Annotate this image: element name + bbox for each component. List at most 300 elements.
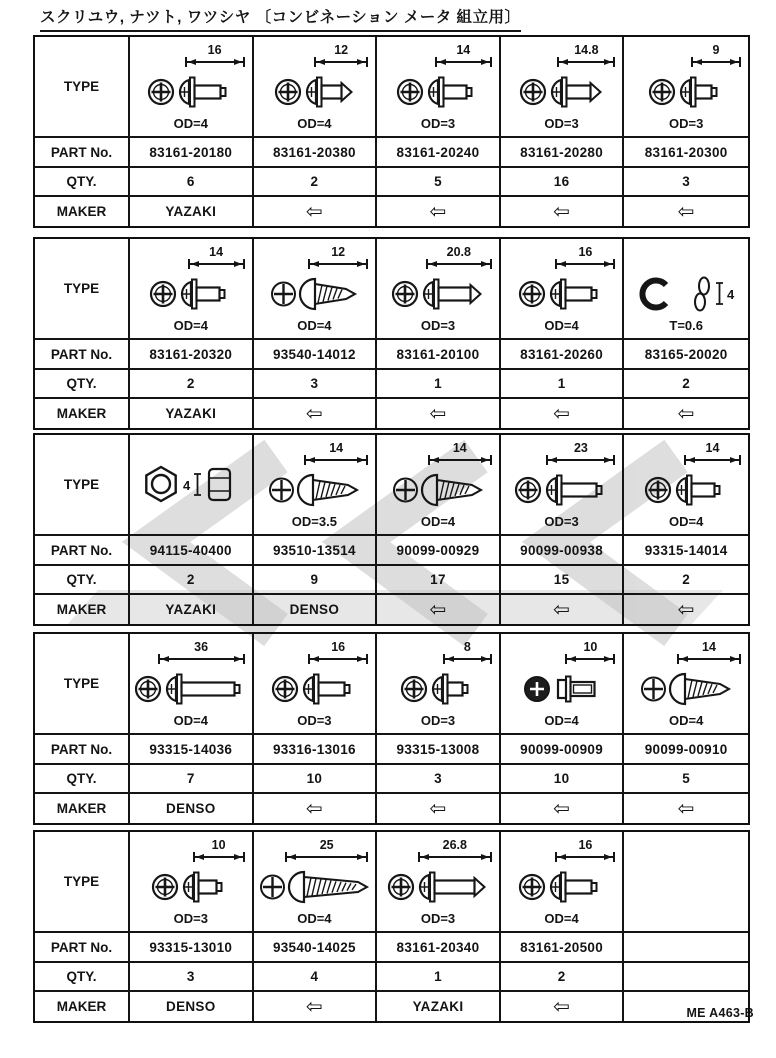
part-value: 83161-20100: [396, 346, 480, 362]
dimension-arrow-line: [684, 455, 741, 465]
row-label-text: QTY.: [66, 771, 97, 786]
dimension-arrow-line: [188, 259, 245, 269]
ditto-arrow-icon: ⇦: [429, 200, 447, 223]
arrowhead-left: [549, 457, 557, 463]
row-label-text: TYPE: [63, 281, 100, 296]
arrowhead-right: [357, 457, 365, 463]
arrowhead-left: [288, 854, 296, 860]
qty-value: 9: [310, 572, 319, 587]
row-label-text: QTY.: [66, 376, 97, 391]
arrowhead-right: [730, 59, 738, 65]
part-cell: [130, 536, 254, 566]
dimension-arrow-line: [158, 654, 245, 664]
part-value: 94115-40400: [149, 542, 232, 558]
dimension-value: 10: [583, 640, 598, 654]
dimension-arrow-line: [418, 852, 492, 862]
maker-cell: [130, 595, 254, 624]
ditto-arrow-icon: ⇦: [429, 797, 447, 820]
maker-cell: [254, 595, 378, 624]
qty-value: 3: [310, 376, 319, 391]
pointed-screw-icon: [518, 69, 605, 115]
machine-screw-icon: [647, 69, 726, 115]
qty-cell: [254, 168, 378, 197]
row-label-text: PART No.: [50, 144, 113, 160]
row-label-text: PART No.: [50, 346, 113, 362]
type-cell: [377, 634, 501, 735]
arrowhead-right: [730, 457, 738, 463]
qty-value: 4: [310, 969, 319, 984]
qty-value: 15: [553, 572, 570, 587]
part-value: 83161-20260: [520, 346, 604, 362]
dimension-value: 14: [705, 441, 720, 455]
row-label-text: MAKER: [56, 204, 107, 219]
qty-value: 2: [186, 376, 195, 391]
od-label: OD=4: [297, 318, 332, 333]
machine-screw-icon: [517, 271, 606, 317]
part-cell: [254, 138, 378, 168]
od-label: OD=4: [544, 911, 579, 926]
row-label: [35, 933, 130, 963]
od-label: T=0.6: [669, 318, 703, 333]
part-cell: [130, 138, 254, 168]
part-value: 93315-13010: [149, 939, 233, 955]
part-value: 93540-14025: [272, 939, 356, 955]
dimension-arrow-line: [677, 654, 741, 664]
part-cell: [377, 735, 501, 765]
od-label: OD=3.5: [291, 514, 337, 529]
od-label: OD=4: [669, 514, 704, 529]
dimension-arrow-line: [193, 852, 245, 862]
type-cell: [624, 239, 748, 340]
row-label-text: MAKER: [56, 406, 107, 421]
arrowhead-right: [234, 854, 242, 860]
dimension-value: 16: [331, 640, 346, 654]
arrowhead-left: [687, 457, 695, 463]
qty-value: 3: [186, 969, 195, 984]
dimension-arrow-line: [304, 455, 368, 465]
row-label: [35, 399, 130, 428]
part-cell: [254, 735, 378, 765]
row-label-text: TYPE: [63, 676, 100, 691]
od-label: OD=3: [297, 713, 332, 728]
maker-cell: [624, 992, 748, 1021]
qty-cell: [501, 765, 625, 794]
qty-value: 10: [553, 771, 570, 786]
qty-value: 2: [682, 376, 691, 391]
part-cell: [377, 340, 501, 370]
qty-cell: [624, 566, 748, 595]
ditto-arrow-icon: ⇦: [429, 402, 447, 425]
qty-cell: [130, 765, 254, 794]
drawing-code: ME A463-B: [686, 1006, 754, 1020]
dimension-arrow-line: [555, 852, 615, 862]
parts-table: [33, 632, 750, 825]
part-value: 90099-00909: [520, 741, 604, 757]
arrowhead-left: [446, 656, 454, 662]
od-label: OD=4: [173, 116, 208, 131]
dimension-arrow-line: [285, 852, 368, 862]
row-label: [35, 536, 130, 566]
part-cell: [254, 536, 378, 566]
dimension-callout: [437, 43, 490, 67]
ditto-arrow-icon: ⇦: [553, 402, 571, 425]
qty-value: 3: [682, 174, 691, 189]
arrowhead-right: [481, 854, 489, 860]
dimension-callout: [557, 838, 613, 862]
dimension-value: 14: [456, 43, 471, 57]
dimension-callout: [557, 245, 613, 269]
arrowhead-left: [429, 261, 437, 267]
type-cell: [377, 37, 501, 138]
part-value: 90099-00910: [644, 741, 728, 757]
od-label: OD=3: [173, 911, 208, 926]
qty-value: 3: [434, 771, 442, 786]
part-value: 83161-20320: [149, 346, 233, 362]
type-cell: [254, 37, 378, 138]
part-value: 93510-13514: [272, 542, 356, 558]
type-cell: [624, 634, 748, 735]
row-label-text: MAKER: [56, 602, 107, 617]
dimension-arrow-line: [314, 57, 368, 67]
part-cell: [624, 735, 748, 765]
row-label-text: QTY.: [66, 969, 97, 984]
arrowhead-right: [604, 854, 612, 860]
dimension-callout: [310, 640, 366, 664]
od-label: OD=4: [297, 116, 332, 131]
arrowhead-left: [421, 854, 429, 860]
qty-cell: [624, 168, 748, 197]
dimension-callout: [430, 441, 490, 465]
part-cell: [501, 138, 625, 168]
qty-cell: [377, 370, 501, 399]
arrowhead-right: [357, 261, 365, 267]
maker-cell: [501, 197, 625, 226]
qty-cell: [377, 765, 501, 794]
type-cell: [624, 435, 748, 536]
dimension-arrow-line: [308, 654, 368, 664]
dimension-callout: [693, 43, 739, 67]
row-label-text: PART No.: [50, 939, 113, 955]
hex-bolt-icon: [522, 666, 602, 712]
type-cell: [501, 435, 625, 536]
qty-cell: [377, 963, 501, 992]
ditto-arrow-icon: ⇦: [553, 598, 571, 621]
arrowhead-left: [317, 59, 325, 65]
dimension-value: 10: [211, 838, 226, 852]
ditto-arrow-icon: ⇦: [677, 797, 695, 820]
row-label-text: PART No.: [50, 741, 113, 757]
maker-cell: [377, 197, 501, 226]
type-cell: [501, 239, 625, 340]
tapping-screw-icon: [639, 666, 733, 712]
dimension-arrow-line: [691, 57, 741, 67]
dimension-callout: [310, 245, 366, 269]
maker-cell: [254, 794, 378, 823]
dimension-callout: [445, 640, 490, 664]
qty-value: 2: [682, 572, 691, 587]
machine-screw-icon: [399, 666, 477, 712]
dimension-value: 14: [452, 441, 467, 455]
ditto-arrow-icon: ⇦: [677, 402, 695, 425]
tapping-screw-icon: [269, 271, 359, 317]
dimension-callout: [187, 43, 243, 67]
dimension-callout: [567, 640, 613, 664]
dimension-callout: [420, 838, 490, 862]
part-cell: [624, 933, 748, 963]
part-value: 83161-20380: [272, 144, 356, 160]
maker-cell: [377, 992, 501, 1021]
row-label: [35, 197, 130, 226]
maker-cell: [254, 992, 378, 1021]
dimension-arrow-line: [546, 455, 615, 465]
arrowhead-left: [188, 59, 196, 65]
part-value: 93540-14012: [272, 346, 356, 362]
row-label-text: MAKER: [56, 999, 107, 1014]
od-label: OD=4: [420, 514, 456, 529]
dimension-callout: [287, 838, 366, 862]
arrowhead-right: [357, 656, 365, 662]
qty-value: 10: [306, 771, 323, 786]
dimension-value: 8: [463, 640, 471, 654]
machine-screw-icon: [150, 864, 231, 910]
row-label: [35, 168, 130, 197]
type-cell: [377, 435, 501, 536]
qty-cell: [624, 765, 748, 794]
maker-cell: [501, 794, 625, 823]
row-label-text: PART No.: [50, 542, 113, 558]
part-cell: [377, 933, 501, 963]
qty-cell: [130, 566, 254, 595]
machine-screw-icon: [133, 666, 249, 712]
dimension-callout: [190, 245, 243, 269]
maker-cell: [254, 399, 378, 428]
dimension-callout: [679, 640, 739, 664]
parts-table: [33, 830, 750, 1023]
arrowhead-right: [234, 261, 242, 267]
type-cell: [501, 832, 625, 933]
row-label: [35, 595, 130, 624]
tapping-screw-icon: [267, 467, 361, 513]
od-label: OD=3: [420, 911, 456, 926]
dimension-value: 23: [573, 441, 588, 455]
part-value: 90099-00929: [396, 542, 480, 558]
od-label: OD=3: [420, 318, 456, 333]
dimension-value: 16: [578, 838, 593, 852]
qty-cell: [254, 566, 378, 595]
arrowhead-left: [311, 656, 319, 662]
ditto-arrow-icon: ⇦: [677, 598, 695, 621]
hex-nut-icon: [137, 462, 245, 508]
qty-value: 7: [186, 771, 195, 786]
maker-name: DENSO: [166, 801, 216, 816]
row-label: [35, 340, 130, 370]
dimension-callout: [428, 245, 490, 269]
dimension-callout: [195, 838, 243, 862]
machine-screw-icon: [146, 69, 235, 115]
arrowhead-left: [191, 261, 199, 267]
qty-value: 5: [434, 174, 442, 189]
row-label: [35, 992, 130, 1021]
parts-table: [33, 237, 750, 430]
type-cell: [130, 832, 254, 933]
dimension-arrow-line: [565, 654, 615, 664]
parts-table: [33, 433, 750, 626]
arrowhead-left: [694, 59, 702, 65]
qty-cell: [624, 963, 748, 992]
arrowhead-left: [196, 854, 204, 860]
part-value: 83161-20280: [520, 144, 604, 160]
od-label: OD=4: [297, 911, 332, 926]
part-cell: [254, 340, 378, 370]
qty-cell: [501, 566, 625, 595]
maker-cell: [624, 197, 748, 226]
part-value: 90099-00938: [520, 542, 604, 558]
machine-screw-icon: [643, 467, 729, 513]
od-label: OD=3: [420, 713, 456, 728]
qty-cell: [501, 168, 625, 197]
pointed-screw-icon: [390, 271, 485, 317]
part-cell: [624, 340, 748, 370]
ditto-arrow-icon: ⇦: [305, 797, 323, 820]
maker-cell: [501, 399, 625, 428]
row-label: [35, 435, 130, 536]
part-cell: [501, 536, 625, 566]
maker-cell: [624, 794, 748, 823]
row-label-text: QTY.: [66, 174, 97, 189]
row-label: [35, 370, 130, 399]
maker-name: YAZAKI: [412, 999, 464, 1014]
arrowhead-left: [680, 656, 688, 662]
dimension-value: 14: [702, 640, 716, 654]
dimension-arrow-line: [443, 654, 492, 664]
ditto-arrow-icon: ⇦: [553, 995, 571, 1018]
type-cell: [624, 37, 748, 138]
dimension-callout: [316, 43, 366, 67]
dimension-callout: [548, 441, 613, 465]
dimension-callout: [160, 640, 243, 664]
dimension-value: 9: [712, 43, 720, 57]
dimension-value: 14.8: [574, 43, 599, 57]
arrowhead-left: [438, 59, 446, 65]
qty-cell: [130, 963, 254, 992]
arrowhead-left: [161, 656, 169, 662]
dimension-value: 26.8: [442, 838, 467, 852]
qty-cell: [254, 765, 378, 794]
dimension-arrow-line: [426, 259, 492, 269]
arrowhead-right: [357, 854, 365, 860]
dimension-value: 14: [329, 441, 344, 455]
arrowhead-right: [481, 261, 489, 267]
row-label: [35, 138, 130, 168]
type-cell: [501, 37, 625, 138]
row-label-text: QTY.: [66, 572, 97, 587]
arrowhead-left: [558, 261, 566, 267]
part-cell: [130, 933, 254, 963]
row-label: [35, 794, 130, 823]
qty-value: 5: [682, 771, 691, 786]
dimension-value: 12: [334, 43, 349, 57]
part-value: 83161-20500: [520, 939, 604, 955]
od-label: OD=4: [669, 713, 704, 728]
od-label: OD=3: [669, 116, 704, 131]
dimension-arrow-line: [555, 259, 615, 269]
maker-name: DENSO: [166, 999, 216, 1014]
ditto-arrow-icon: ⇦: [677, 200, 695, 223]
od-label: OD=3: [544, 514, 579, 529]
part-cell: [130, 340, 254, 370]
maker-name: YAZAKI: [165, 602, 217, 617]
row-label: [35, 735, 130, 765]
part-value: 93315-13008: [396, 741, 480, 757]
tapping-screw-icon: [258, 864, 371, 910]
part-value: 93315-14014: [644, 542, 728, 558]
od-label: OD=4: [544, 318, 579, 333]
part-cell: [377, 536, 501, 566]
dimension-value: 12: [331, 245, 346, 259]
ditto-arrow-icon: ⇦: [305, 995, 323, 1018]
maker-cell: [377, 794, 501, 823]
arrowhead-right: [604, 261, 612, 267]
arrowhead-right: [234, 59, 242, 65]
machine-screw-icon: [517, 864, 606, 910]
row-label-text: TYPE: [63, 79, 100, 94]
arrowhead-left: [558, 854, 566, 860]
dimension-value: 20.8: [446, 245, 471, 259]
spring-washer-icon: [634, 271, 738, 317]
part-value: 83161-20180: [149, 144, 233, 160]
qty-value: 6: [186, 174, 195, 189]
dimension-value: 36: [194, 640, 209, 654]
dimension-callout: [686, 441, 739, 465]
part-cell: [377, 138, 501, 168]
maker-cell: [624, 399, 748, 428]
arrowhead-left: [311, 261, 319, 267]
type-cell: [130, 634, 254, 735]
maker-name: YAZAKI: [165, 406, 217, 421]
type-cell: [624, 832, 748, 933]
qty-cell: [254, 963, 378, 992]
parts-table: [33, 35, 750, 228]
arrowhead-left: [568, 656, 576, 662]
type-cell: [254, 832, 378, 933]
dimension-arrow-line: [308, 259, 368, 269]
dimension-arrow-line: [185, 57, 245, 67]
dimension-value: 14: [209, 245, 224, 259]
maker-cell: [254, 197, 378, 226]
part-cell: [501, 735, 625, 765]
type-cell: [377, 832, 501, 933]
row-label: [35, 37, 130, 138]
qty-value: 2: [310, 174, 319, 189]
qty-cell: [501, 370, 625, 399]
maker-cell: [377, 595, 501, 624]
page-title: スクリユウ, ナツト, ワツシヤ 〔コンビネーション メータ 組立用〕: [40, 5, 521, 32]
qty-value: 1: [434, 969, 442, 984]
arrowhead-right: [234, 656, 242, 662]
row-label: [35, 634, 130, 735]
type-cell: [254, 634, 378, 735]
machine-screw-icon: [513, 467, 611, 513]
maker-cell: [501, 992, 625, 1021]
row-label: [35, 566, 130, 595]
ditto-arrow-icon: ⇦: [553, 797, 571, 820]
type-cell: [254, 435, 378, 536]
qty-value: 2: [557, 969, 566, 984]
svg-text:4: 4: [727, 287, 735, 302]
qty-value: 1: [557, 376, 566, 391]
maker-cell: [624, 595, 748, 624]
arrowhead-right: [481, 656, 489, 662]
